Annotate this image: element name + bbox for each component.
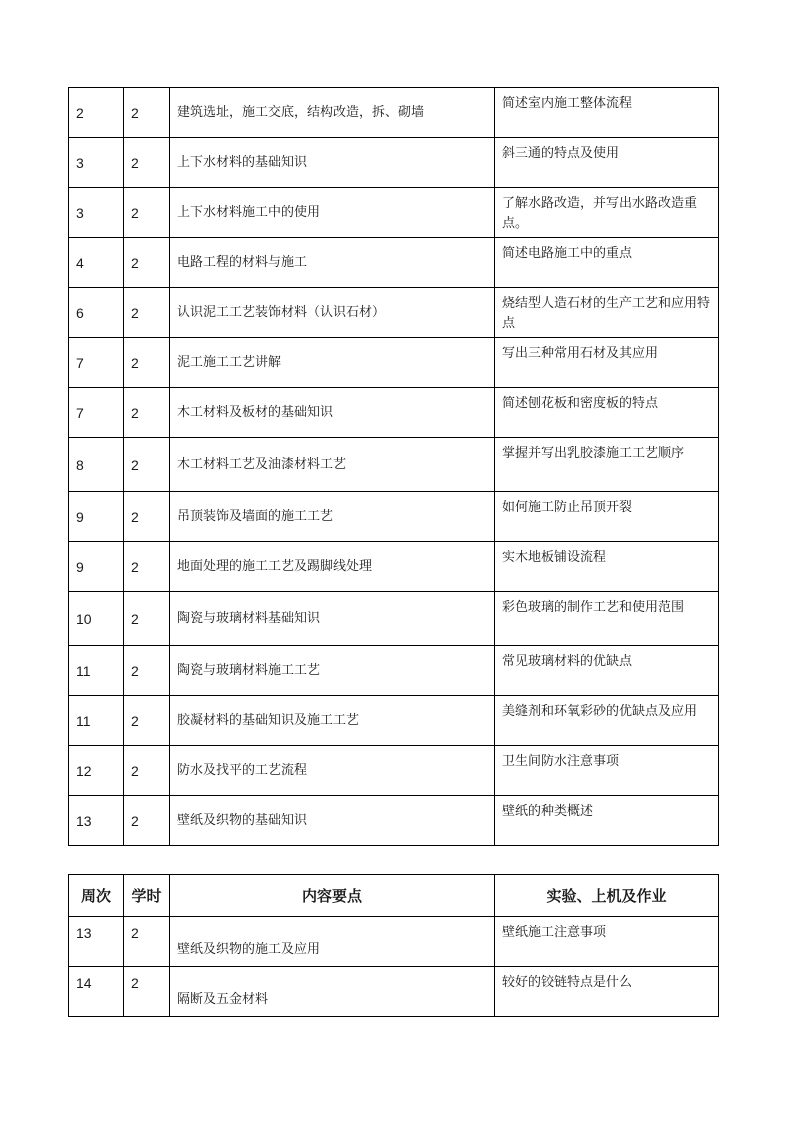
content-cell: 建筑选址，施工交底，结构改造，拆、砌墙 — [170, 88, 495, 138]
table-row — [69, 542, 719, 592]
task-cell: 彩色玻璃的制作工艺和使用范围 — [495, 592, 719, 646]
week-cell: 14 — [69, 967, 124, 1017]
header-content: 内容要点 — [170, 875, 495, 917]
hours-cell: 2 — [124, 238, 170, 288]
hours-cell: 2 — [124, 88, 170, 138]
task-cell: 美缝剂和环氧彩砂的优缺点及应用 — [495, 696, 719, 746]
table-row — [69, 696, 719, 746]
content-cell: 陶瓷与玻璃材料基础知识 — [170, 592, 495, 646]
table-row — [69, 796, 719, 846]
content-cell: 防水及找平的工艺流程 — [170, 746, 495, 796]
task-cell: 简述刨花板和密度板的特点 — [495, 388, 719, 438]
week-cell: 8 — [69, 438, 124, 492]
hours-cell: 2 — [124, 696, 170, 746]
content-cell: 地面处理的施工工艺及踢脚线处理 — [170, 542, 495, 592]
content-cell: 上下水材料施工中的使用 — [170, 188, 495, 238]
hours-cell: 2 — [124, 646, 170, 696]
table-row — [69, 592, 719, 646]
content-cell: 上下水材料的基础知识 — [170, 138, 495, 188]
table-row — [69, 388, 719, 438]
week-cell: 12 — [69, 746, 124, 796]
table-row — [69, 967, 719, 1017]
hours-cell: 2 — [124, 796, 170, 846]
hours-cell: 2 — [124, 188, 170, 238]
hours-cell: 2 — [124, 288, 170, 338]
week-cell: 3 — [69, 188, 124, 238]
table-row — [69, 88, 719, 138]
task-cell: 简述室内施工整体流程 — [495, 88, 719, 138]
content-cell: 隔断及五金材料 — [170, 967, 495, 1017]
task-cell: 如何施工防止吊顶开裂 — [495, 492, 719, 542]
task-cell: 常见玻璃材料的优缺点 — [495, 646, 719, 696]
week-cell: 10 — [69, 592, 124, 646]
table-row — [69, 492, 719, 542]
hours-cell: 2 — [124, 592, 170, 646]
hours-cell: 2 — [124, 746, 170, 796]
schedule-table-bottom — [68, 874, 719, 1017]
header-hours: 学时 — [124, 875, 170, 917]
week-cell: 11 — [69, 646, 124, 696]
table-row — [69, 746, 719, 796]
hours-cell: 2 — [124, 492, 170, 542]
content-cell: 电路工程的材料与施工 — [170, 238, 495, 288]
table-row — [69, 188, 719, 238]
table-header-row — [69, 875, 719, 917]
task-cell: 壁纸的种类概述 — [495, 796, 719, 846]
table-row — [69, 288, 719, 338]
hours-cell: 2 — [124, 338, 170, 388]
content-cell: 胶凝材料的基础知识及施工工艺 — [170, 696, 495, 746]
week-cell: 11 — [69, 696, 124, 746]
content-cell: 壁纸及织物的施工及应用 — [170, 917, 495, 967]
hours-cell: 2 — [124, 542, 170, 592]
table-row — [69, 238, 719, 288]
hours-cell: 2 — [124, 967, 170, 1017]
week-cell: 13 — [69, 917, 124, 967]
task-cell: 壁纸施工注意事项 — [495, 917, 719, 967]
hours-cell: 2 — [124, 388, 170, 438]
content-cell: 陶瓷与玻璃材料施工工艺 — [170, 646, 495, 696]
week-cell: 9 — [69, 542, 124, 592]
header-week: 周次 — [69, 875, 124, 917]
task-cell: 简述电路施工中的重点 — [495, 238, 719, 288]
task-cell: 卫生间防水注意事项 — [495, 746, 719, 796]
week-cell: 13 — [69, 796, 124, 846]
header-task: 实验、上机及作业 — [495, 875, 719, 917]
week-cell: 3 — [69, 138, 124, 188]
content-cell: 木工材料及板材的基础知识 — [170, 388, 495, 438]
table-row — [69, 138, 719, 188]
hours-cell: 2 — [124, 138, 170, 188]
task-cell: 了解水路改造，并写出水路改造重点。 — [495, 188, 719, 238]
task-cell: 烧结型人造石材的生产工艺和应用特点 — [495, 288, 719, 338]
hours-cell: 2 — [124, 438, 170, 492]
content-cell: 吊顶装饰及墙面的施工工艺 — [170, 492, 495, 542]
week-cell: 4 — [69, 238, 124, 288]
week-cell: 6 — [69, 288, 124, 338]
week-cell: 7 — [69, 388, 124, 438]
task-cell: 斜三通的特点及使用 — [495, 138, 719, 188]
table-row — [69, 438, 719, 492]
table-row — [69, 917, 719, 967]
content-cell: 泥工施工工艺讲解 — [170, 338, 495, 388]
task-cell: 写出三种常用石材及其应用 — [495, 338, 719, 388]
task-cell: 较好的铰链特点是什么 — [495, 967, 719, 1017]
table-row — [69, 338, 719, 388]
task-cell: 掌握并写出乳胶漆施工工艺顺序 — [495, 438, 719, 492]
week-cell: 9 — [69, 492, 124, 542]
week-cell: 7 — [69, 338, 124, 388]
content-cell: 木工材料工艺及油漆材料工艺 — [170, 438, 495, 492]
content-cell: 壁纸及织物的基础知识 — [170, 796, 495, 846]
content-cell: 认识泥工工艺装饰材料（认识石材） — [170, 288, 495, 338]
task-cell: 实木地板铺设流程 — [495, 542, 719, 592]
table-row — [69, 646, 719, 696]
week-cell: 2 — [69, 88, 124, 138]
hours-cell: 2 — [124, 917, 170, 967]
schedule-table-top — [68, 87, 719, 846]
